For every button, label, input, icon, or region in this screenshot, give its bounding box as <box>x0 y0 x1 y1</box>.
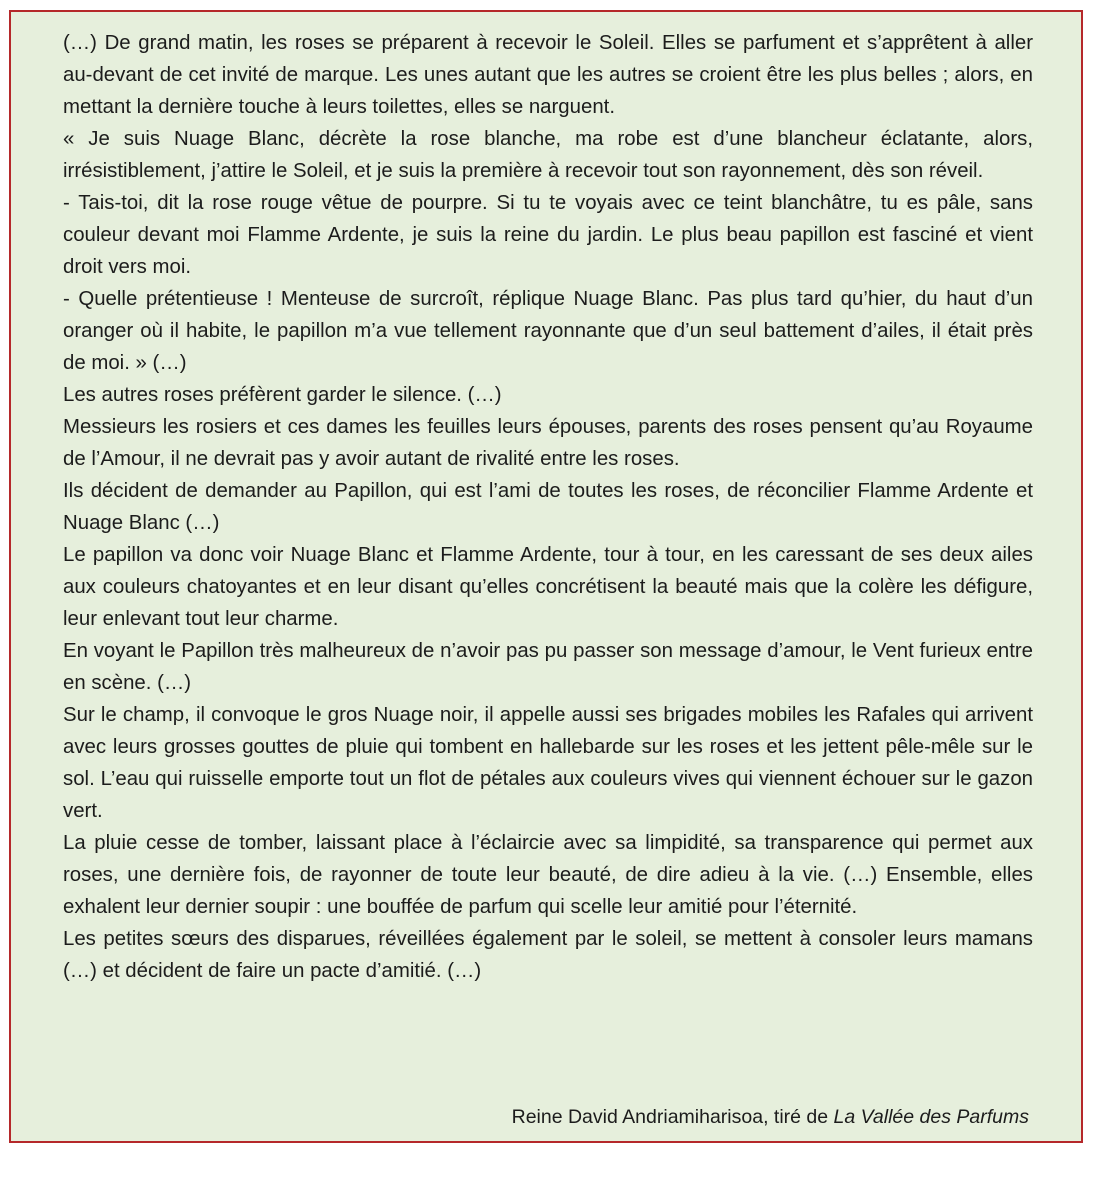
paragraph: Messieurs les rosiers et ces dames les feuilles leurs épouses, parents des roses pensent qu’au Royaume de l’Amour, il ne devrait pas y avoir autant de rivalité entre les roses. <box>63 416 1033 470</box>
paragraph: En voyant le Papillon très malheureux de n’avoir pas pu passer son message d’amour, le Vent furieux entre en scène. (…) <box>63 640 1033 694</box>
paragraph: (…) De grand matin, les roses se préparent à recevoir le Soleil. Elles se parfument et s’apprêtent à aller au-devant de cet invité de marque. Les unes autant que les autres se croient être les plus belles ; alors, en mettant la dernière touche à leurs toilettes, elles se narguent. <box>63 32 1033 118</box>
paragraph: Ils décident de demander au Papillon, qui est l’ami de toutes les roses, de réconcilier Flamme Ardente et Nuage Blanc (…) <box>63 480 1033 534</box>
excerpt-text <box>63 27 1033 987</box>
paragraph: « Je suis Nuage Blanc, décrète la rose blanche, ma robe est d’une blancheur éclatante, alors, irrésistiblement, j’attire le Soleil, et je suis la première à recevoir tout son rayonnement, dès son réveil. <box>63 128 1033 182</box>
paragraph: Sur le champ, il convoque le gros Nuage noir, il appelle aussi ses brigades mobiles les Rafales qui arrivent avec leurs grosses gouttes de pluie qui tombent en hallebarde sur les roses et les jettent pêle-mêle sur le sol. L’eau qui ruisselle emporte tout un flot de pétales aux couleurs vives qui viennent échouer sur le gazon vert. <box>63 704 1033 822</box>
paragraph: - Tais-toi, dit la rose rouge vêtue de pourpre. Si tu te voyais avec ce teint blanchâtre, tu es pâle, sans couleur devant moi Flamme Ardente, je suis la reine du jardin. Le plus beau papillon est fasciné et vient droit vers moi. <box>63 192 1033 278</box>
paragraph: La pluie cesse de tomber, laissant place à l’éclaircie avec sa limpidité, sa transparence qui permet aux roses, une dernière fois, de rayonner de toute leur beauté, de dire adieu à la vie. (…) Ensemble, elles exhalent leur dernier soupir : une bouffée de parfum qui scelle leur amitié pour l’éternité. <box>63 832 1033 918</box>
paragraph: Les petites sœurs des disparues, réveillées également par le soleil, se mettent à consoler leurs mamans (…) et décident de faire un pacte d’amitié. (…) <box>63 928 1033 982</box>
attribution-author: Reine David Andriamiharisoa, tiré de <box>511 1106 834 1128</box>
attribution-book-title: La Vallée des Parfums <box>833 1106 1029 1128</box>
paragraph: Le papillon va donc voir Nuage Blanc et Flamme Ardente, tour à tour, en les caressant de ses deux ailes aux couleurs chatoyantes et en leur disant qu’elles concrétisent la beauté mais que la colère les défigure, leur enlevant tout leur charme. <box>63 544 1033 630</box>
paragraph: Les autres roses préfèrent garder le silence. (…) <box>63 384 502 406</box>
attribution <box>512 1101 1029 1133</box>
excerpt-box <box>9 10 1083 1143</box>
paragraph: - Quelle prétentieuse ! Menteuse de surcroît, réplique Nuage Blanc. Pas plus tard qu’hier, du haut d’un oranger où il habite, le papillon m’a vue tellement rayonnante que d’un seul battement d’ailes, il était près de moi. » (…) <box>63 288 1033 374</box>
